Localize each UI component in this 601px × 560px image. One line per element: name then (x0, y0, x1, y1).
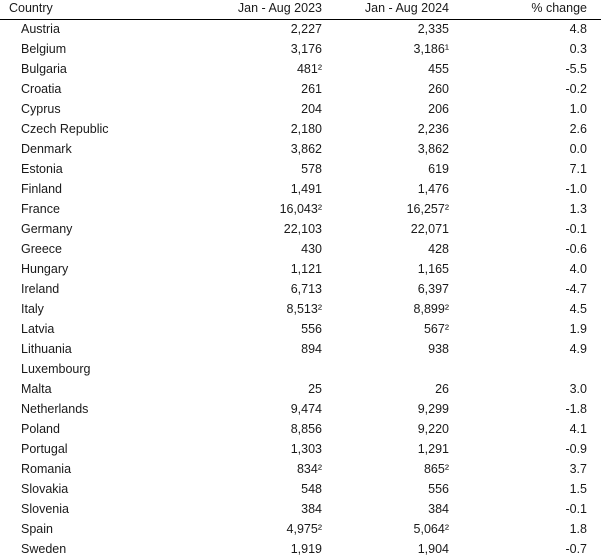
cell-percent-change: -0.1 (565, 502, 587, 516)
table-row (0, 320, 601, 340)
cell-jan-aug-2023: 481² (296, 62, 322, 76)
cell-percent-change: 4.9 (569, 342, 587, 356)
cell-jan-aug-2023: 25 (308, 382, 322, 396)
cell-jan-aug-2023: 3,862 (290, 142, 322, 156)
cell-percent-change: 1.0 (569, 102, 587, 116)
cell-percent-change: 7.1 (569, 162, 587, 176)
cell-percent-change: -5.5 (565, 62, 587, 76)
table-header (0, 0, 601, 20)
cell-percent-change: 1.8 (569, 522, 587, 536)
table-row (0, 240, 601, 260)
cell-country: Romania (21, 462, 72, 476)
cell-jan-aug-2023: 2,227 (290, 22, 322, 36)
cell-percent-change: 4.0 (569, 262, 587, 276)
table-row (0, 280, 601, 300)
table-row (0, 80, 601, 100)
table-row (0, 120, 601, 140)
cell-jan-aug-2023: 9,474 (290, 402, 322, 416)
header-country: Country (9, 1, 53, 15)
cell-jan-aug-2024: 8,899² (413, 302, 449, 316)
cell-jan-aug-2024: 2,335 (417, 22, 449, 36)
cell-jan-aug-2023: 578 (301, 162, 322, 176)
cell-percent-change: 3.0 (569, 382, 587, 396)
cell-jan-aug-2023: 2,180 (290, 122, 322, 136)
cell-jan-aug-2024: 1,904 (417, 542, 449, 556)
table-row (0, 300, 601, 320)
cell-percent-change: -0.1 (565, 222, 587, 236)
cell-country: Sweden (21, 542, 67, 556)
cell-percent-change: 1.3 (569, 202, 587, 216)
cell-country: Malta (21, 382, 52, 396)
cell-jan-aug-2024: 9,299 (417, 402, 449, 416)
cell-country: Netherlands (21, 402, 89, 416)
cell-jan-aug-2024: 9,220 (417, 422, 449, 436)
cell-percent-change: -4.7 (565, 282, 587, 296)
cell-jan-aug-2024: 865² (423, 462, 449, 476)
table-row (0, 460, 601, 480)
cell-jan-aug-2023: 834² (296, 462, 322, 476)
cell-country: Ireland (21, 282, 60, 296)
cell-jan-aug-2024: 3,862 (417, 142, 449, 156)
table-row (0, 160, 601, 180)
cell-percent-change: 0.3 (569, 42, 587, 56)
cell-jan-aug-2024: 206 (428, 102, 449, 116)
cell-percent-change: 4.8 (569, 22, 587, 36)
cell-percent-change: 3.7 (569, 462, 587, 476)
cell-jan-aug-2023: 3,176 (290, 42, 322, 56)
cell-country: Hungary (21, 262, 69, 276)
cell-jan-aug-2024: 3,186¹ (413, 42, 449, 56)
table-row (0, 140, 601, 160)
cell-percent-change: 1.5 (569, 482, 587, 496)
cell-jan-aug-2023: 1,303 (290, 442, 322, 456)
cell-country: Poland (21, 422, 60, 436)
cell-jan-aug-2023: 1,919 (290, 542, 322, 556)
cell-percent-change: -0.7 (565, 542, 587, 556)
cell-country: Belgium (21, 42, 67, 56)
cell-percent-change: -0.6 (565, 242, 587, 256)
cell-jan-aug-2024: 26 (435, 382, 449, 396)
header-jan-aug-2024: Jan - Aug 2024 (364, 1, 449, 15)
cell-percent-change: -1.8 (565, 402, 587, 416)
table-row (0, 40, 601, 60)
cell-jan-aug-2023: 1,121 (290, 262, 322, 276)
header-jan-aug-2023: Jan - Aug 2023 (237, 1, 322, 15)
cell-country: Spain (21, 522, 53, 536)
cell-jan-aug-2024: 6,397 (417, 282, 449, 296)
table-row (0, 220, 601, 240)
header-percent-change: % change (531, 1, 587, 15)
cell-jan-aug-2023: 22,103 (283, 222, 322, 236)
cell-country: Slovakia (21, 482, 69, 496)
cell-jan-aug-2023: 8,513² (286, 302, 322, 316)
cell-jan-aug-2023: 204 (301, 102, 322, 116)
cell-jan-aug-2024: 5,064² (413, 522, 449, 536)
cell-jan-aug-2024: 1,476 (417, 182, 449, 196)
cell-country: Finland (21, 182, 62, 196)
cell-percent-change: 0.0 (569, 142, 587, 156)
cell-jan-aug-2023: 548 (301, 482, 322, 496)
table-row (0, 540, 601, 560)
cell-jan-aug-2024: 567² (423, 322, 449, 336)
cell-jan-aug-2023: 16,043² (279, 202, 322, 216)
cell-country: Denmark (21, 142, 72, 156)
table-row (0, 520, 601, 540)
cell-percent-change: 2.6 (569, 122, 587, 136)
cell-country: Germany (21, 222, 73, 236)
cell-jan-aug-2024: 1,165 (417, 262, 449, 276)
table-row (0, 400, 601, 420)
cell-country: Italy (21, 302, 44, 316)
cell-jan-aug-2024: 556 (428, 482, 449, 496)
cell-country: Portugal (21, 442, 68, 456)
cell-country: Luxembourg (21, 362, 91, 376)
table-row (0, 500, 601, 520)
cell-jan-aug-2023: 4,975² (286, 522, 322, 536)
cell-jan-aug-2023: 6,713 (290, 282, 322, 296)
table-body (0, 20, 601, 560)
cell-country: Austria (21, 22, 60, 36)
table-row (0, 200, 601, 220)
cell-jan-aug-2024: 16,257² (406, 202, 449, 216)
cell-jan-aug-2023: 430 (301, 242, 322, 256)
cell-jan-aug-2024: 619 (428, 162, 449, 176)
table-row (0, 260, 601, 280)
cell-country: Bulgaria (21, 62, 67, 76)
table-row (0, 420, 601, 440)
cell-country: Slovenia (21, 502, 69, 516)
cell-jan-aug-2024: 455 (428, 62, 449, 76)
cell-country: Estonia (21, 162, 63, 176)
cell-jan-aug-2023: 894 (301, 342, 322, 356)
cell-jan-aug-2024: 428 (428, 242, 449, 256)
cell-jan-aug-2024: 384 (428, 502, 449, 516)
cell-percent-change: 1.9 (569, 322, 587, 336)
cell-country: Greece (21, 242, 62, 256)
cell-country: Lithuania (21, 342, 72, 356)
table-row (0, 100, 601, 120)
cell-country: Czech Republic (21, 122, 109, 136)
cell-percent-change: 4.5 (569, 302, 587, 316)
table-row (0, 60, 601, 80)
table-row (0, 360, 601, 380)
cell-jan-aug-2024: 938 (428, 342, 449, 356)
cell-percent-change: 4.1 (569, 422, 587, 436)
table-row (0, 380, 601, 400)
cell-jan-aug-2024: 2,236 (417, 122, 449, 136)
cell-country: Latvia (21, 322, 55, 336)
cell-jan-aug-2023: 556 (301, 322, 322, 336)
cell-jan-aug-2023: 384 (301, 502, 322, 516)
cell-jan-aug-2024: 260 (428, 82, 449, 96)
table-row (0, 480, 601, 500)
cell-percent-change: -1.0 (565, 182, 587, 196)
cell-jan-aug-2024: 1,291 (417, 442, 449, 456)
table-row (0, 20, 601, 40)
cell-jan-aug-2024: 22,071 (410, 222, 449, 236)
table-row (0, 180, 601, 200)
cell-percent-change: -0.2 (565, 82, 587, 96)
table-row (0, 440, 601, 460)
cell-jan-aug-2023: 8,856 (290, 422, 322, 436)
table-row (0, 340, 601, 360)
cell-jan-aug-2023: 1,491 (290, 182, 322, 196)
cell-country: Croatia (21, 82, 62, 96)
cell-percent-change: -0.9 (565, 442, 587, 456)
cell-country: Cyprus (21, 102, 61, 116)
cell-country: France (21, 202, 60, 216)
cell-jan-aug-2023: 261 (301, 82, 322, 96)
